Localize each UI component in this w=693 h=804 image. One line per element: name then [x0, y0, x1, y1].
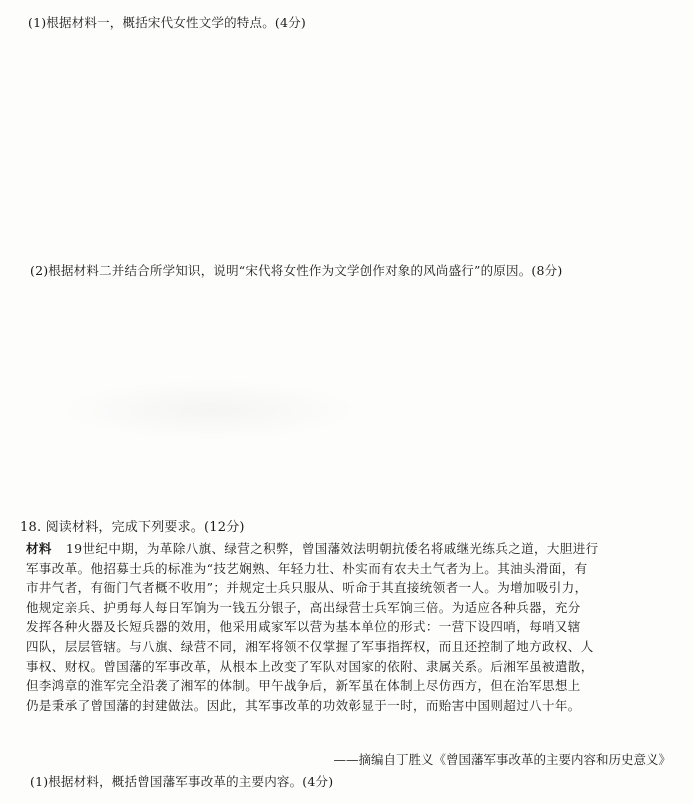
material-line: 市井气者，有衙门气者概不收用”；并规定士兵只服从、听命于其直接统领者一人。为增加吸引力， [26, 580, 588, 596]
material-source-citation: ——摘编自丁胜义《曾国藩军事改革的主要内容和历史意义》 [333, 752, 671, 767]
scan-smudge [60, 380, 360, 440]
material-line: 发挥各种火器及长短兵器的效用，他采用咸家军以营为基本单位的形式：一营下设四哨，每哨又辖 [26, 619, 581, 635]
question-17-part-1: (1)根据材料一，概括宋代女性文学的特点。(4分) [28, 15, 306, 30]
question-18-part-1: (1)根据材料，概括曾国藩军事改革的主要内容。(4分) [30, 774, 334, 789]
material-line: 仍是秉承了曾国藩的封建做法。因此，其军事改革的功效彰显于一时，而贻害中国则超过八十年。 [26, 697, 581, 713]
material-line: 事权、财权。曾国藩的军事改革，从根本上改变了军队对国家的依附、隶属关系。后湘军虽被遣散， [26, 658, 594, 674]
material-paragraph [26, 539, 666, 715]
material-line: 四队，层层管辖。与八旗、绿营不同，湘军将领不仅掌握了军事指挥权，而且还控制了地方政权、人 [26, 638, 594, 654]
material-line: 但李鸿章的淮军完全沿袭了湘军的体制。甲午战争后，新军虽在体制上尽仿西方，但在治军思想上 [26, 678, 581, 694]
material-line: 他规定亲兵、护勇每人每日军饷为一钱五分银子，高出绿营士兵军饷三倍。为适应各种兵器，充分 [26, 599, 581, 615]
material-line: 军事改革。他招募士兵的标准为“技艺娴熟、年轻力壮、朴实而有农夫土气者为上。其油头滑面，有 [26, 560, 588, 576]
material-line [26, 539, 666, 559]
question-18-heading: 18. 阅读材料，完成下列要求。(12分) [20, 520, 245, 535]
material-label: 材料 [26, 541, 52, 556]
question-17-part-2: (2)根据材料二并结合所学知识，说明“宋代将女性作为文学创作对象的风尚盛行”的原因。(8分) [30, 263, 563, 278]
material-line-text: 19世纪中期，为革除八旗、绿营之积弊，曾国藩效法明朝抗倭名将戚继光练兵之道，大胆进行 [65, 541, 599, 556]
